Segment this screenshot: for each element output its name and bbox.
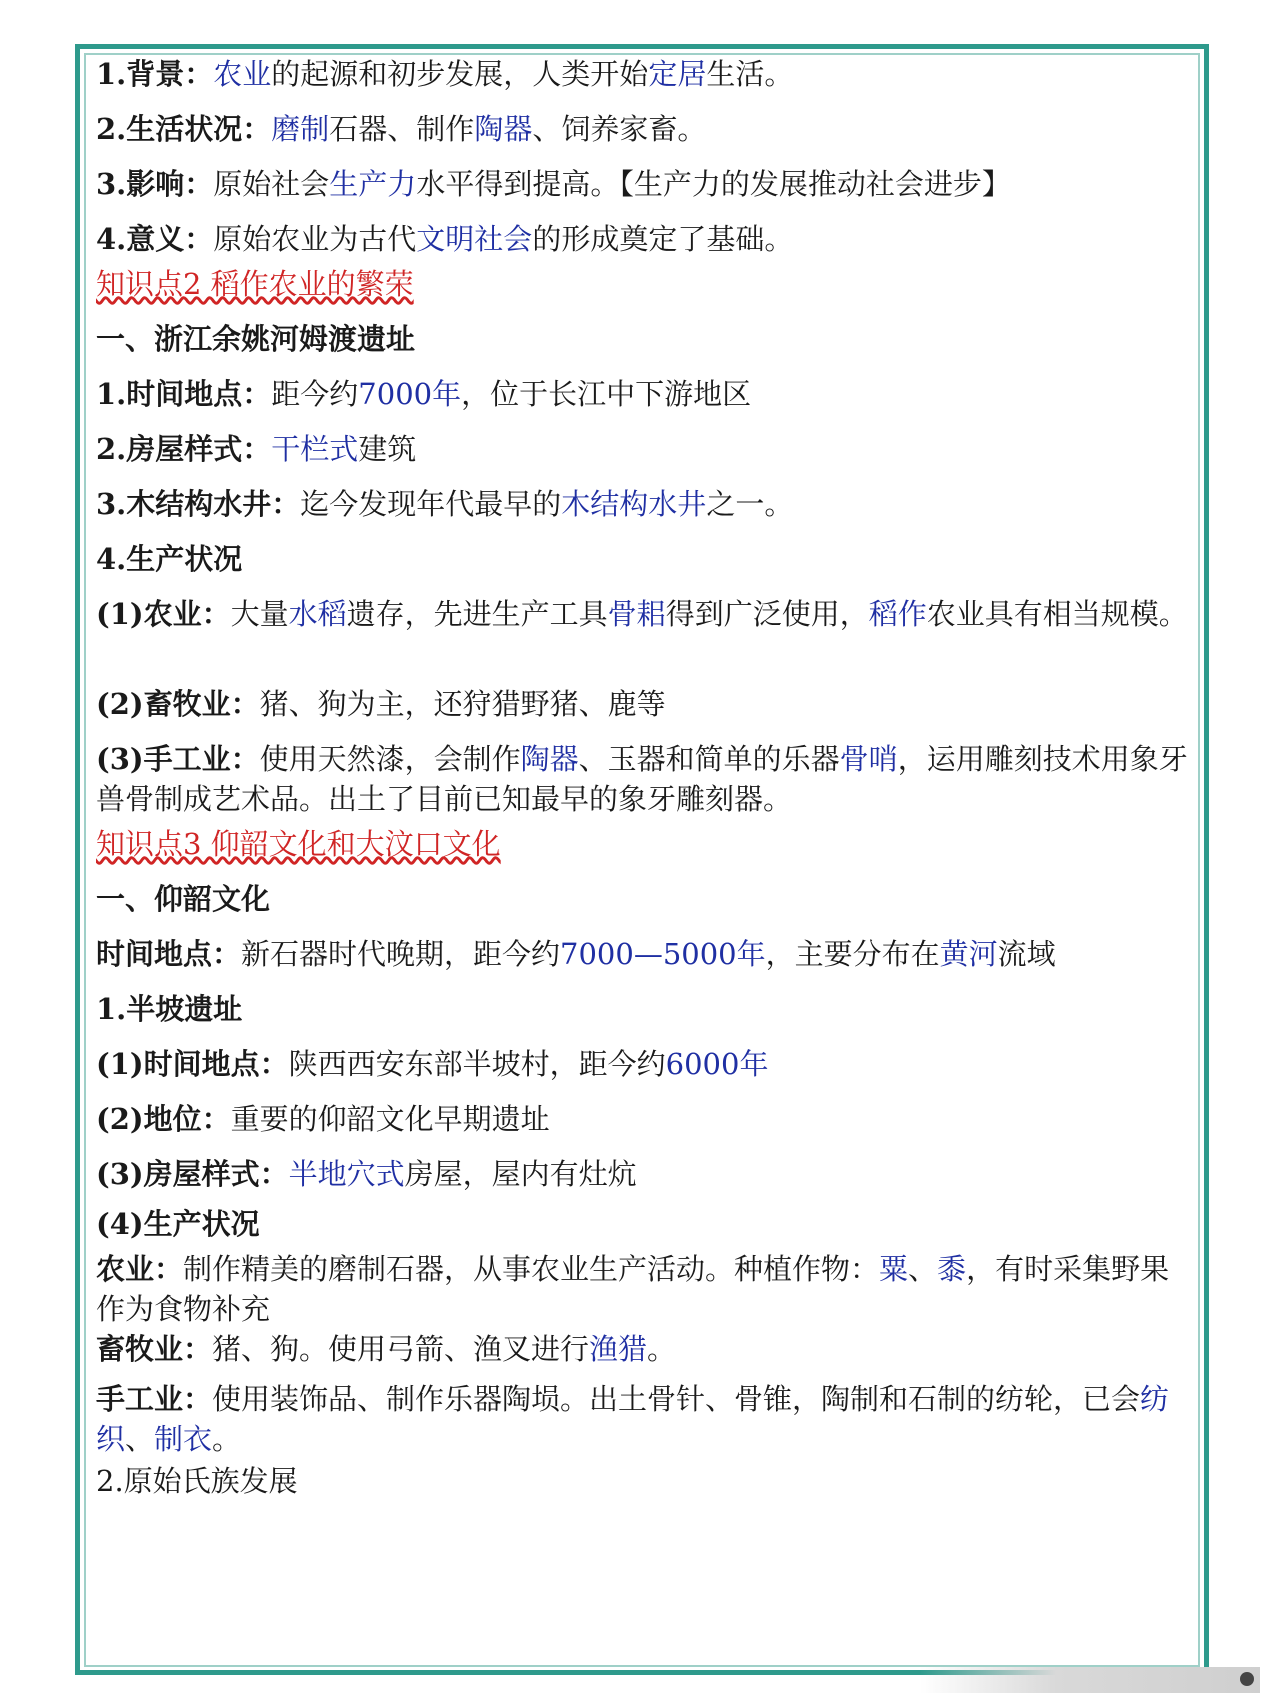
text-segment: 的形成奠定了基础。 xyxy=(532,222,794,256)
text-segment xyxy=(96,1157,289,1191)
paragraph xyxy=(96,739,1191,819)
item-label: (3)手工业： xyxy=(96,742,260,776)
text-segment xyxy=(96,1382,1140,1416)
note-line xyxy=(96,1154,637,1194)
text-segment: 。 xyxy=(647,1332,677,1366)
text-segment: ，位于长江中下游地区 xyxy=(461,377,752,411)
text-segment: 的起源和初步发展，人类开始 xyxy=(271,57,649,91)
paragraph xyxy=(96,1379,1191,1459)
item-label: 1.背景： xyxy=(96,57,214,91)
note-line xyxy=(96,484,793,524)
item-label: (1)农业： xyxy=(96,597,231,631)
highlighted-term: 木结构水井 xyxy=(561,487,707,521)
text-segment: 、 xyxy=(908,1252,938,1286)
note-line xyxy=(96,429,416,469)
highlighted-term: 半地穴式 xyxy=(288,1157,405,1191)
item-text: 迄今发现年代最早的 xyxy=(300,487,562,521)
item-text: 使用装饰品、制作乐器陶埙。出土骨针、骨锥，陶制和石制的纺轮，已会 xyxy=(212,1382,1141,1416)
text-segment: ，主要分布在 xyxy=(765,937,940,971)
item-label: 手工业： xyxy=(96,1382,213,1416)
highlighted-term: 稻作 xyxy=(868,597,927,631)
item-text: 大量 xyxy=(230,597,289,631)
text-segment: ，运用雕刻技术用象牙 兽骨制成艺术品。出土了目前已知最早的象牙雕刻器。 xyxy=(96,742,1188,816)
text-segment xyxy=(96,57,213,91)
note-line xyxy=(96,374,751,414)
highlighted-term: 黄河 xyxy=(939,937,998,971)
text-segment: 农业具有相当规模。 xyxy=(926,597,1188,631)
highlighted-term: 生产力 xyxy=(329,167,417,201)
text-segment: 。 xyxy=(212,1422,242,1456)
knowledge-point-heading xyxy=(96,264,414,304)
text-segment: 一、仰韶文化 xyxy=(96,882,271,916)
note-line xyxy=(96,219,793,259)
item-label: 1.时间地点： xyxy=(96,377,272,411)
highlighted-term: 7000—5000年 xyxy=(560,937,766,971)
text-segment xyxy=(96,487,561,521)
text-segment: 一、浙江余姚河姆渡遗址 xyxy=(96,322,416,356)
text-segment xyxy=(96,597,289,631)
highlighted-term: 纺 织 xyxy=(96,1382,1170,1456)
highlighted-term: 陶器 xyxy=(474,112,533,146)
text-segment: 2.原始氏族发展 xyxy=(96,1464,298,1498)
note-line xyxy=(96,879,270,919)
text-segment: 遗存，先进生产工具 xyxy=(346,597,608,631)
item-label: (2)地位： xyxy=(96,1102,231,1136)
text-segment: 、 xyxy=(125,1422,155,1456)
highlighted-term: 7000年 xyxy=(358,377,462,411)
text-segment: 、饲养家畜。 xyxy=(532,112,707,146)
text-segment: 1.半坡遗址 xyxy=(96,992,243,1026)
text-segment xyxy=(96,112,271,146)
highlighted-term: 干栏式 xyxy=(271,432,359,466)
note-line xyxy=(96,1329,676,1369)
scroll-indicator-icon xyxy=(1240,1672,1254,1686)
text-segment: 生活。 xyxy=(706,57,794,91)
item-text: 使用天然漆，会制作 xyxy=(259,742,521,776)
item-text: 猪、狗为主，还狩猎野猪、鹿等 xyxy=(259,687,666,721)
item-label: (3)房屋样式： xyxy=(96,1157,289,1191)
text-segment: 4.生产状况 xyxy=(96,542,243,576)
item-text: 重要的仰韶文化早期遗址 xyxy=(230,1102,550,1136)
note-line xyxy=(96,989,242,1029)
paragraph xyxy=(96,594,1191,634)
text-segment xyxy=(96,1047,666,1081)
highlighted-term: 文明社会 xyxy=(416,222,533,256)
item-label: 3.木结构水井： xyxy=(96,487,301,521)
item-text: 原始社会 xyxy=(213,167,330,201)
item-label: 4.意义： xyxy=(96,222,214,256)
text-segment xyxy=(96,742,521,776)
heading-text: 知识点2 稻作农业的繁荣 xyxy=(96,267,414,301)
highlighted-term: 6000年 xyxy=(665,1047,769,1081)
item-text: 原始农业为古代 xyxy=(213,222,417,256)
scroll-shadow xyxy=(920,1667,1260,1693)
text-segment xyxy=(96,1332,589,1366)
text-segment: 、玉器和简单的乐器 xyxy=(578,742,840,776)
item-label: 3.影响： xyxy=(96,167,214,201)
text-segment xyxy=(96,377,358,411)
text-segment: 建筑 xyxy=(358,432,417,466)
text-segment: 得到广泛使用， xyxy=(665,597,869,631)
text-segment xyxy=(96,432,271,466)
text-segment xyxy=(96,687,666,721)
note-line xyxy=(96,1461,298,1501)
highlighted-term: 骨耜 xyxy=(607,597,666,631)
item-text: 制作精美的磨制石器，从事农业生产活动。种植作物： xyxy=(183,1252,880,1286)
note-line xyxy=(96,164,1011,204)
highlighted-term: 骨哨 xyxy=(839,742,898,776)
note-line xyxy=(96,109,706,149)
item-text: 新石器时代晚期，距今约 xyxy=(241,937,561,971)
note-line xyxy=(96,319,415,359)
text-segment xyxy=(96,937,560,971)
text-segment: 房屋，屋内有灶炕 xyxy=(404,1157,637,1191)
item-label: 2.房屋样式： xyxy=(96,432,272,466)
item-text: 距今约 xyxy=(271,377,359,411)
highlighted-term: 陶器 xyxy=(520,742,579,776)
highlighted-term: 粟 xyxy=(879,1252,909,1286)
highlighted-term: 磨制 xyxy=(271,112,330,146)
text-segment xyxy=(96,1102,550,1136)
item-text: 猪、狗。使用弓箭、渔叉进行 xyxy=(212,1332,590,1366)
note-line xyxy=(96,1044,768,1084)
highlighted-term: 水稻 xyxy=(288,597,347,631)
text-segment: 流域 xyxy=(997,937,1056,971)
highlighted-term: 制衣 xyxy=(154,1422,213,1456)
note-line xyxy=(96,934,1056,974)
highlighted-term: 黍 xyxy=(937,1252,967,1286)
text-segment: 石器、制作 xyxy=(329,112,475,146)
item-label: 2.生活状况： xyxy=(96,112,272,146)
knowledge-point-heading xyxy=(96,824,501,864)
highlighted-term: 定居 xyxy=(648,57,707,91)
text-segment: ，有时采集野果 作为食物补充 xyxy=(96,1252,1170,1326)
item-label: 时间地点： xyxy=(96,937,242,971)
highlighted-term: 农业 xyxy=(213,57,272,91)
note-line xyxy=(96,54,793,94)
item-label: (2)畜牧业： xyxy=(96,687,260,721)
text-segment xyxy=(96,167,329,201)
text-segment xyxy=(96,222,416,256)
item-label: (1)时间地点： xyxy=(96,1047,289,1081)
item-text: 陕西西安东部半坡村，距今约 xyxy=(288,1047,666,1081)
note-line xyxy=(96,539,242,579)
note-line xyxy=(96,1204,260,1244)
text-segment: 之一。 xyxy=(706,487,794,521)
text-segment: (4)生产状况 xyxy=(96,1207,260,1241)
item-label: 畜牧业： xyxy=(96,1332,213,1366)
note-line xyxy=(96,1099,550,1139)
text-segment xyxy=(96,1252,879,1286)
heading-text: 知识点3 仰韶文化和大汶口文化 xyxy=(96,827,501,861)
text-segment: 水平得到提高。【生产力的发展推动社会进步】 xyxy=(416,167,1011,201)
item-label: 农业： xyxy=(96,1252,184,1286)
highlighted-term: 渔猎 xyxy=(589,1332,648,1366)
paragraph xyxy=(96,1249,1191,1329)
note-line xyxy=(96,684,666,724)
